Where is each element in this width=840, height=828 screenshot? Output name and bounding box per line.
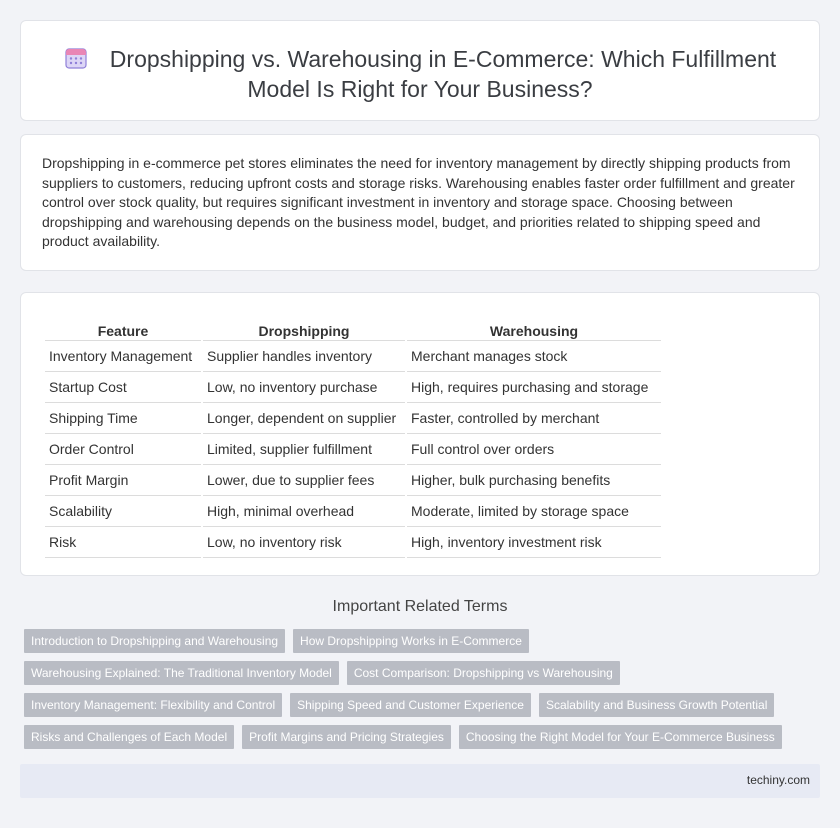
related-terms-heading: Important Related Terms — [332, 598, 508, 615]
cell-dropshipping: Low, no inventory risk — [203, 527, 405, 558]
table-row — [45, 465, 661, 496]
calendar-icon — [64, 46, 88, 70]
cell-dropshipping: Lower, due to supplier fees — [203, 465, 405, 496]
cell-warehousing: Full control over orders — [407, 434, 661, 465]
title-card — [20, 20, 820, 121]
intro-paragraph: Dropshipping in e-commerce pet stores eliminates the need for inventory management by directly shipping products from suppliers to customers, reducing upfront costs and storage risks. Warehousing enables faster order fulfillment and greater control over stock quality, but requires significant investment in inventory and storage space. Choosing between dropshipping and warehousing depends on the business model, budget, and priorities related to shipping speed and product availability. — [42, 155, 795, 250]
related-term-link[interactable]: Introduction to Dropshipping and Warehousing — [24, 629, 285, 653]
related-term-link[interactable]: Warehousing Explained: The Traditional Inventory Model — [24, 661, 339, 685]
table-row — [45, 341, 661, 372]
footer-site-link[interactable]: techiny.com — [746, 773, 810, 787]
page-title-wrap — [61, 44, 779, 104]
cell-warehousing: Moderate, limited by storage space — [407, 496, 661, 527]
cell-warehousing: Higher, bulk purchasing benefits — [407, 465, 661, 496]
cell-warehousing: Faster, controlled by merchant — [407, 403, 661, 434]
cell-feature: Scalability — [45, 496, 201, 527]
page-title: Dropshipping vs. Warehousing in E-Commerce: Which Fulfillment Model Is Right for Your Business? — [109, 46, 777, 102]
related-terms-list — [24, 629, 814, 749]
header-dropshipping: Dropshipping — [203, 313, 405, 341]
cell-feature: Shipping Time — [45, 403, 201, 434]
related-term-link[interactable]: Cost Comparison: Dropshipping vs Warehousing — [347, 661, 620, 685]
table-row — [45, 372, 661, 403]
cell-dropshipping: Limited, supplier fulfillment — [203, 434, 405, 465]
table-row — [45, 403, 661, 434]
cell-warehousing: High, inventory investment risk — [407, 527, 661, 558]
related-term-link[interactable]: Scalability and Business Growth Potential — [539, 693, 774, 717]
table-row — [45, 496, 661, 527]
cell-warehousing: Merchant manages stock — [407, 341, 661, 372]
related-term-link[interactable]: Choosing the Right Model for Your E-Commerce Business — [459, 725, 782, 749]
table-header-row — [45, 313, 661, 341]
cell-feature: Risk — [45, 527, 201, 558]
cell-feature: Profit Margin — [45, 465, 201, 496]
table-row — [45, 527, 661, 558]
footer — [20, 764, 820, 798]
intro-card — [20, 134, 820, 271]
table-row — [45, 434, 661, 465]
cell-feature: Inventory Management — [45, 341, 201, 372]
comparison-card — [20, 292, 820, 576]
comparison-table — [43, 313, 663, 558]
cell-feature: Startup Cost — [45, 372, 201, 403]
related-term-link[interactable]: Profit Margins and Pricing Strategies — [242, 725, 451, 749]
header-feature: Feature — [45, 313, 201, 341]
cell-dropshipping: High, minimal overhead — [203, 496, 405, 527]
cell-dropshipping: Longer, dependent on supplier — [203, 403, 405, 434]
cell-dropshipping: Supplier handles inventory — [203, 341, 405, 372]
header-warehousing: Warehousing — [407, 313, 661, 341]
cell-feature: Order Control — [45, 434, 201, 465]
cell-warehousing: High, requires purchasing and storage — [407, 372, 661, 403]
related-term-link[interactable]: Shipping Speed and Customer Experience — [290, 693, 531, 717]
related-term-link[interactable]: Inventory Management: Flexibility and Control — [24, 693, 282, 717]
related-term-link[interactable]: Risks and Challenges of Each Model — [24, 725, 234, 749]
related-term-link[interactable]: How Dropshipping Works in E-Commerce — [293, 629, 529, 653]
cell-dropshipping: Low, no inventory purchase — [203, 372, 405, 403]
